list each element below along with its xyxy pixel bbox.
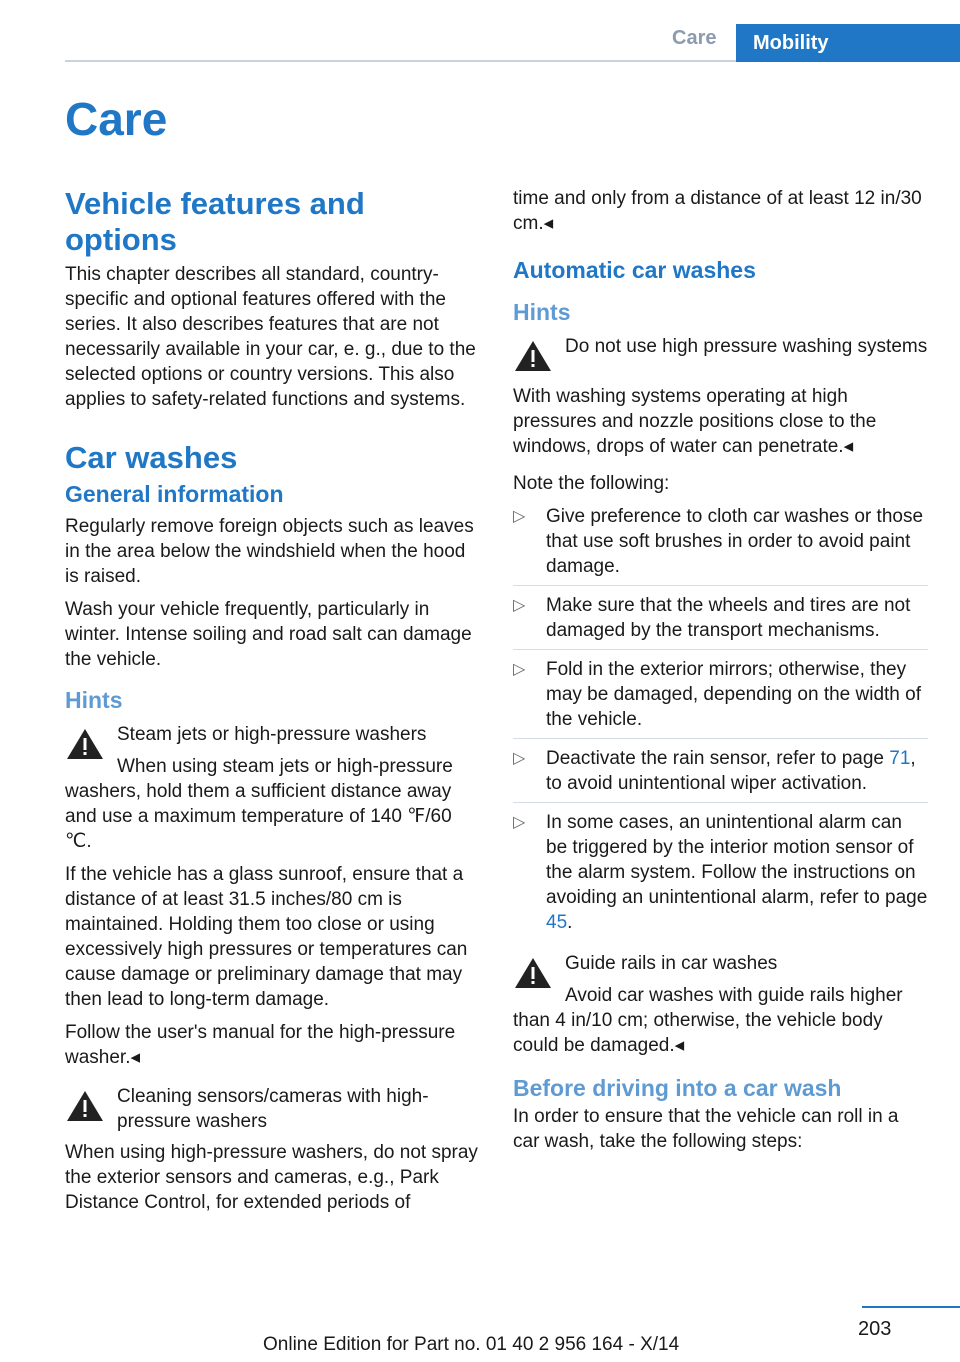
page-number: 203: [858, 1318, 892, 1340]
warning-steam-text: When using steam jets or high-pressure washers, hold them a sufficient distance away and use a maximum temperature of 140 ℉/60 ℃.: [65, 756, 453, 852]
tab-mobility[interactable]: Mobility: [736, 24, 960, 62]
guide-rails-text: Avoid car washes with guide rails higher than 4 in/10 cm; otherwise, the vehicle body could be damaged.◂: [513, 985, 903, 1056]
general-info-paragraph-2: Wash your vehicle frequently, particularly in winter. Intense soiling and road salt can damage the vehicle.: [65, 599, 472, 670]
general-info-paragraph-1: Regularly remove foreign objects such as leaves in the area below the windshield when the hood is raised.: [65, 516, 474, 587]
heading-hints-right: Hints: [513, 299, 571, 325]
bullet-triangle-icon: ▷: [513, 597, 526, 614]
warning-guide-rails: [513, 951, 928, 995]
bullet-triangle-icon: ▷: [513, 750, 526, 767]
warning-triangle-icon: [65, 726, 105, 762]
page-link-71[interactable]: 71: [889, 748, 911, 769]
sunroof-paragraph: If the vehicle has a glass sunroof, ensure that a distance of at least 31.5 inches/80 cm is maintained. Holding them too close or using excessively high pressures or temperatures can cause damage or preliminary damage that may then lead to long-term damage.: [65, 864, 468, 1010]
list-item: ▷ Give preference to cloth car washes or those that use soft brushes in order to avoid paint damage.: [513, 504, 928, 586]
tab-care[interactable]: Care: [672, 27, 717, 49]
warning-triangle-icon: [513, 955, 553, 991]
heading-before-driving: Before driving into a car wash: [513, 1075, 842, 1101]
list-item: ▷ Deactivate the rain sensor, refer to page 71, to avoid unintentional wiper activation.: [513, 746, 928, 803]
list-item: ▷ Make sure that the wheels and tires are not damaged by the transport mechanisms.: [513, 593, 928, 650]
left-column: [65, 186, 480, 1223]
bullet-triangle-icon: ▷: [513, 661, 526, 678]
follow-manual-paragraph: Follow the user's manual for the high-pressure washer.◂: [65, 1022, 456, 1068]
warning-triangle-icon: [65, 1088, 105, 1124]
note-following: Note the following:: [513, 473, 670, 494]
warning-title: Guide rails in car washes: [565, 953, 778, 974]
list-item: ▷ In some cases, an unintentional alarm can be triggered by the interior motion sensor of the alarm system. Follow the instructions on avoiding an unintentional alarm, refer to page 45.: [513, 812, 928, 933]
heading-car-washes: Car washes: [65, 440, 238, 475]
warning-high-pressure: [513, 334, 928, 378]
vehicle-features-text: This chapter describes all standard, country-specific and optional features offered with the series. It also describes features that are not necessarily available in your car, e. g., due to the selected options or country versions. This also applies to safety-related functions and systems.: [65, 264, 476, 410]
list-item: ▷ Fold in the exterior mirrors; otherwise, they may be damaged, depending on the width of the vehicle.: [513, 657, 928, 739]
bullet-triangle-icon: ▷: [513, 508, 526, 525]
heading-vehicle-features: Vehicle features and options: [65, 186, 365, 257]
before-driving-paragraph: In order to ensure that the vehicle can roll in a car wash, take the following steps:: [513, 1106, 899, 1152]
warning-triangle-icon: [513, 338, 553, 374]
heading-hints-left: Hints: [65, 687, 123, 713]
heading-general-information: General information: [65, 481, 284, 507]
continued-paragraph: time and only from a distance of at least 12 in/30 cm.◂: [513, 188, 922, 234]
page-number-rule: [862, 1306, 960, 1308]
right-column: [513, 186, 928, 1162]
warning-title: Do not use high pressure washing systems: [565, 336, 928, 357]
warning-title: Steam jets or high-pressure washers: [117, 724, 427, 745]
warning-title: Cleaning sensors/cameras with high-pressure washers: [117, 1086, 429, 1132]
warning-steam-jets: [65, 722, 480, 766]
footer-edition: Online Edition for Part no. 01 40 2 956 164 - X/14: [263, 1334, 680, 1355]
page-link-45[interactable]: 45: [546, 912, 568, 933]
high-pressure-paragraph: With washing systems operating at high pressures and nozzle positions close to the windows, drops of water can penetrate.◂: [513, 386, 877, 457]
bullet-triangle-icon: ▷: [513, 814, 526, 831]
sensors-paragraph: When using high-pressure washers, do not spray the exterior sensors and cameras, e.g., Park Distance Control, for extended periods of: [65, 1142, 478, 1213]
warning-cleaning-sensors: [65, 1084, 480, 1134]
car-wash-bullet-list: [513, 504, 928, 941]
heading-automatic-car-washes: Automatic car washes: [513, 257, 756, 283]
page-title: Care: [65, 93, 168, 145]
